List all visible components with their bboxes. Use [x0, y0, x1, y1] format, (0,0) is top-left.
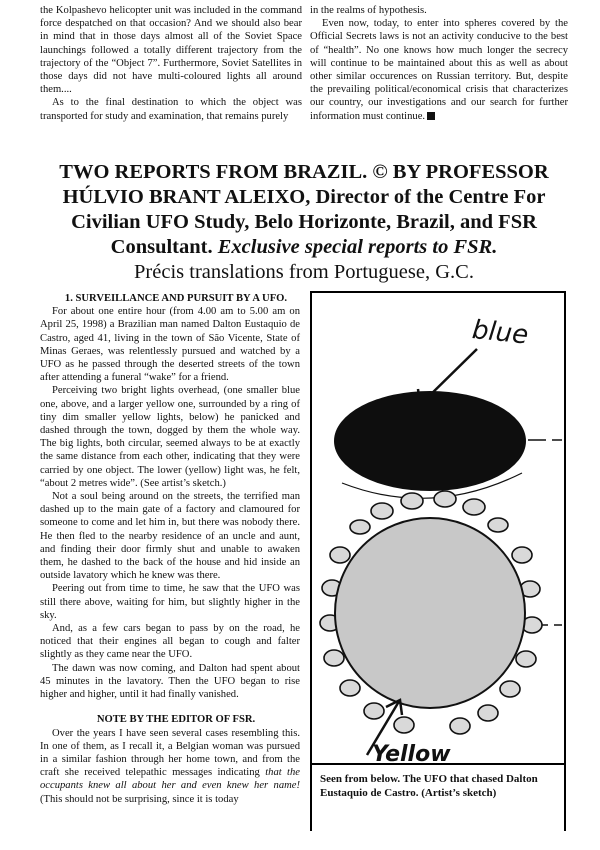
top-right-paragraph-2 [310, 17, 568, 123]
sketch-label-yellow: Yellow [372, 742, 451, 763]
top-right-paragraph-2-text: Even now, today, to enter into spheres covered by the Official Secrets laws is not an activity conducive to the best of “health”. No one knows how much longer the secrecy will continue to be maintained about this as well as about other similar occurences on Russian territory. But, despite the prevailing political/economical crisis that characterizes our country, our investigations and our search for further information must continue. [310, 18, 568, 122]
blue-light-shape [334, 391, 526, 491]
editor-note-italic: that the occupants knew all about her and even knew her name! [40, 767, 300, 792]
ufo-sketch-drawing [312, 293, 564, 763]
yellow-light-shape [335, 518, 525, 708]
end-of-article-mark [427, 112, 435, 120]
headline-subtitle: Précis translations from Portuguese, G.C. [134, 261, 474, 283]
top-left-column [40, 4, 302, 123]
top-right-paragraph-1: in the realms of hypothesis. [310, 5, 427, 16]
section-1-paragraph: Not a soul being around on the streets, the terrified man dashed up to the main gate of a factory and clamoured for someone to come and let him in, but there was nobody there. He then fled to the nearby residence of an uncle and aunt, and finding their door firmly shut and unable to awaken them, he dashed to the back of the house and hid inside an outside lavatory which he knew was there. [40, 491, 300, 582]
section-1-paragraph: Peering out from time to time, he saw that the UFO was still there above, waiting for him, but slightly higher in the sky. [40, 583, 300, 621]
editor-note-paragraph [40, 727, 300, 806]
headline-italic: Exclusive special reports to FSR. [217, 236, 498, 258]
headline-main: TWO REPORTS FROM BRAZIL. © BY PROFESSOR HÚLVIO BRANT ALEIXO, Director of the Centre For Civilian UFO Study, Belo Horizonte, Brazil, and FSR Consultant. [59, 161, 549, 258]
section-1-heading: 1. SURVEILLANCE AND PURSUIT BY A UFO. [64, 293, 288, 304]
editor-note-text: Over the years I have seen several cases resembling this. In one of them, as I recall it, a Belgian woman was pursued in a similar fashion through her home town, and from the craft she received telepathic messages indicating [40, 727, 300, 779]
report-column [40, 292, 300, 806]
sketch-caption-box [312, 763, 564, 831]
artist-sketch-figure [310, 291, 566, 831]
top-left-paragraph-1: the Kolpashevo helicopter unit was included in the command force despatched on that occasion? And we should also bear in mind that in those days almost all of the Soviet Space launchings followed a totally different trajectory from the trajectory of the “Object 7”. Furthermore, Soviet Satellites in those days did not have multi-coloured lights all around them.... [40, 5, 302, 96]
sketch-label-blue: blue [470, 314, 530, 351]
section-1-paragraph: And, as a few cars began to pass by on the road, he noticed that their engines all began to cough and falter slightly as they came near the UFO. [40, 623, 300, 661]
section-1-paragraph: Perceiving two bright lights overhead, (one smaller blue one, above, and a larger yellow one, surrounded by a ring of tiny dim smaller yellow lights, below) he panicked and dashed through the town, dogged by them the whole way. The big lights, both circular, seemed always to be at exactly the same distance from each other, indicating that they were carried by one object. The lower (yellow) light was, he felt, “about 2 metres wide”. (See artist’s sketch.) [40, 385, 300, 489]
top-left-paragraph-2: As to the final destination to which the object was transported for study and examination, that remains purely [40, 97, 302, 122]
sketch-caption: Seen from below. The UFO that chased Dalton Eustaquio de Castro. (Artist’s sketch) [320, 773, 538, 799]
editor-note-text-end: (This should not be surprising, since it is today [40, 793, 239, 805]
section-1-paragraph: For about one entire hour (from 4.00 am to 5.00 am on April 25, 1998) a Brazilian man named Dalton Eustaquio de Castro, aged 41, living in the town of São Vicente, State of Minas Geraes, was relentlessly pursued and watched by a UFO as he passed through the deserted streets of the town after attending a funeral “wake” for a friend. [40, 306, 300, 384]
editor-note-heading: NOTE BY THE EDITOR OF FSR. [96, 714, 256, 726]
article-headline [40, 160, 568, 285]
top-right-column [310, 4, 568, 123]
section-1-paragraph: The dawn was now coming, and Dalton had spent about 45 minutes in the lavatory. Then the UFO began to rise higher and higher, until it had finally vanished. [40, 662, 300, 701]
